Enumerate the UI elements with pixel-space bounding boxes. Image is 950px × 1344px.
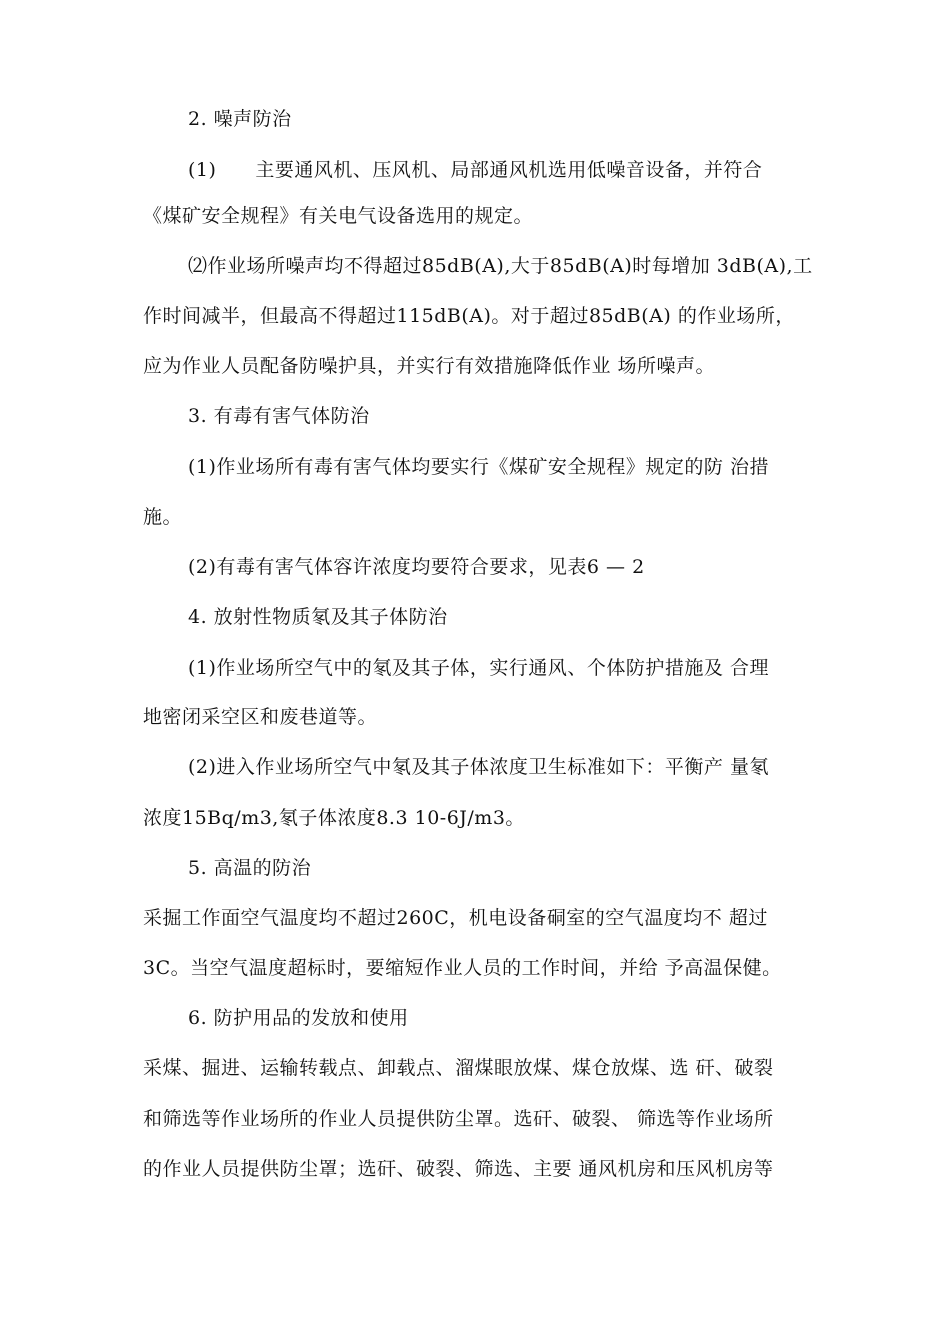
paragraph-line: 3C。当空气温度超标时，要缩短作业人员的工作时间，并给 予高温保健。 <box>143 957 782 979</box>
paragraph-line: 和筛选等作业场所的作业人员提供防尘罩。选矸、破裂、 筛选等作业场所 <box>143 1108 774 1130</box>
paragraph-line: 采煤、掘进、运输转载点、卸载点、溜煤眼放煤、煤仓放煤、选 矸、破裂 <box>143 1057 774 1079</box>
paragraph-line: 应为作业人员配备防噪护具，并实行有效措施降低作业 场所噪声。 <box>143 355 716 377</box>
heading-high-temp-control: 5. 高温的防治 <box>188 857 312 879</box>
paragraph-line: 《煤矿安全规程》有关电气设备选用的规定。 <box>143 205 534 227</box>
paragraph-line: (1) 主要通风机、压风机、局部通风机选用低噪音设备，并符合 <box>188 159 763 181</box>
paragraph-line: (1)作业场所空气中的氡及其子体，实行通风、个体防护措施及 合理 <box>188 657 769 679</box>
paragraph-line: 浓度15Bq/m3,氡子体浓度8.3 10-6J/m3。 <box>143 807 525 829</box>
paragraph-line: (2)进入作业场所空气中氡及其子体浓度卫生标准如下：平衡产 量氡 <box>188 756 769 778</box>
paragraph-line: 施。 <box>143 506 183 528</box>
paragraph-line: 地密闭采空区和废巷道等。 <box>143 706 378 728</box>
heading-protective-equipment: 6. 防护用品的发放和使用 <box>188 1007 409 1029</box>
paragraph-line: 作时间减半，但最高不得超过115dB(A)。对于超过85dB(A) 的作业场所， <box>143 305 795 327</box>
heading-toxic-gas-control: 3. 有毒有害气体防治 <box>188 405 370 427</box>
paragraph-line: 采掘工作面空气温度均不超过260C，机电设备硐室的空气温度均不 超过 <box>143 907 768 929</box>
heading-noise-control: 2. 噪声防治 <box>188 108 292 130</box>
paragraph-line: (1)作业场所有毒有害气体均要实行《煤矿安全规程》规定的防 治措 <box>188 456 769 478</box>
paragraph-line: ⑵作业场所噪声均不得超过85dB(A),大于85dB(A)时每增加 3dB(A),工 <box>188 255 813 277</box>
paragraph-line: 的作业人员提供防尘罩；选矸、破裂、筛选、主要 通风机房和压风机房等 <box>143 1158 774 1180</box>
heading-radon-control: 4. 放射性物质氡及其子体防治 <box>188 606 448 628</box>
paragraph-line: (2)有毒有害气体容许浓度均要符合要求，见表6 — 2 <box>188 556 645 578</box>
